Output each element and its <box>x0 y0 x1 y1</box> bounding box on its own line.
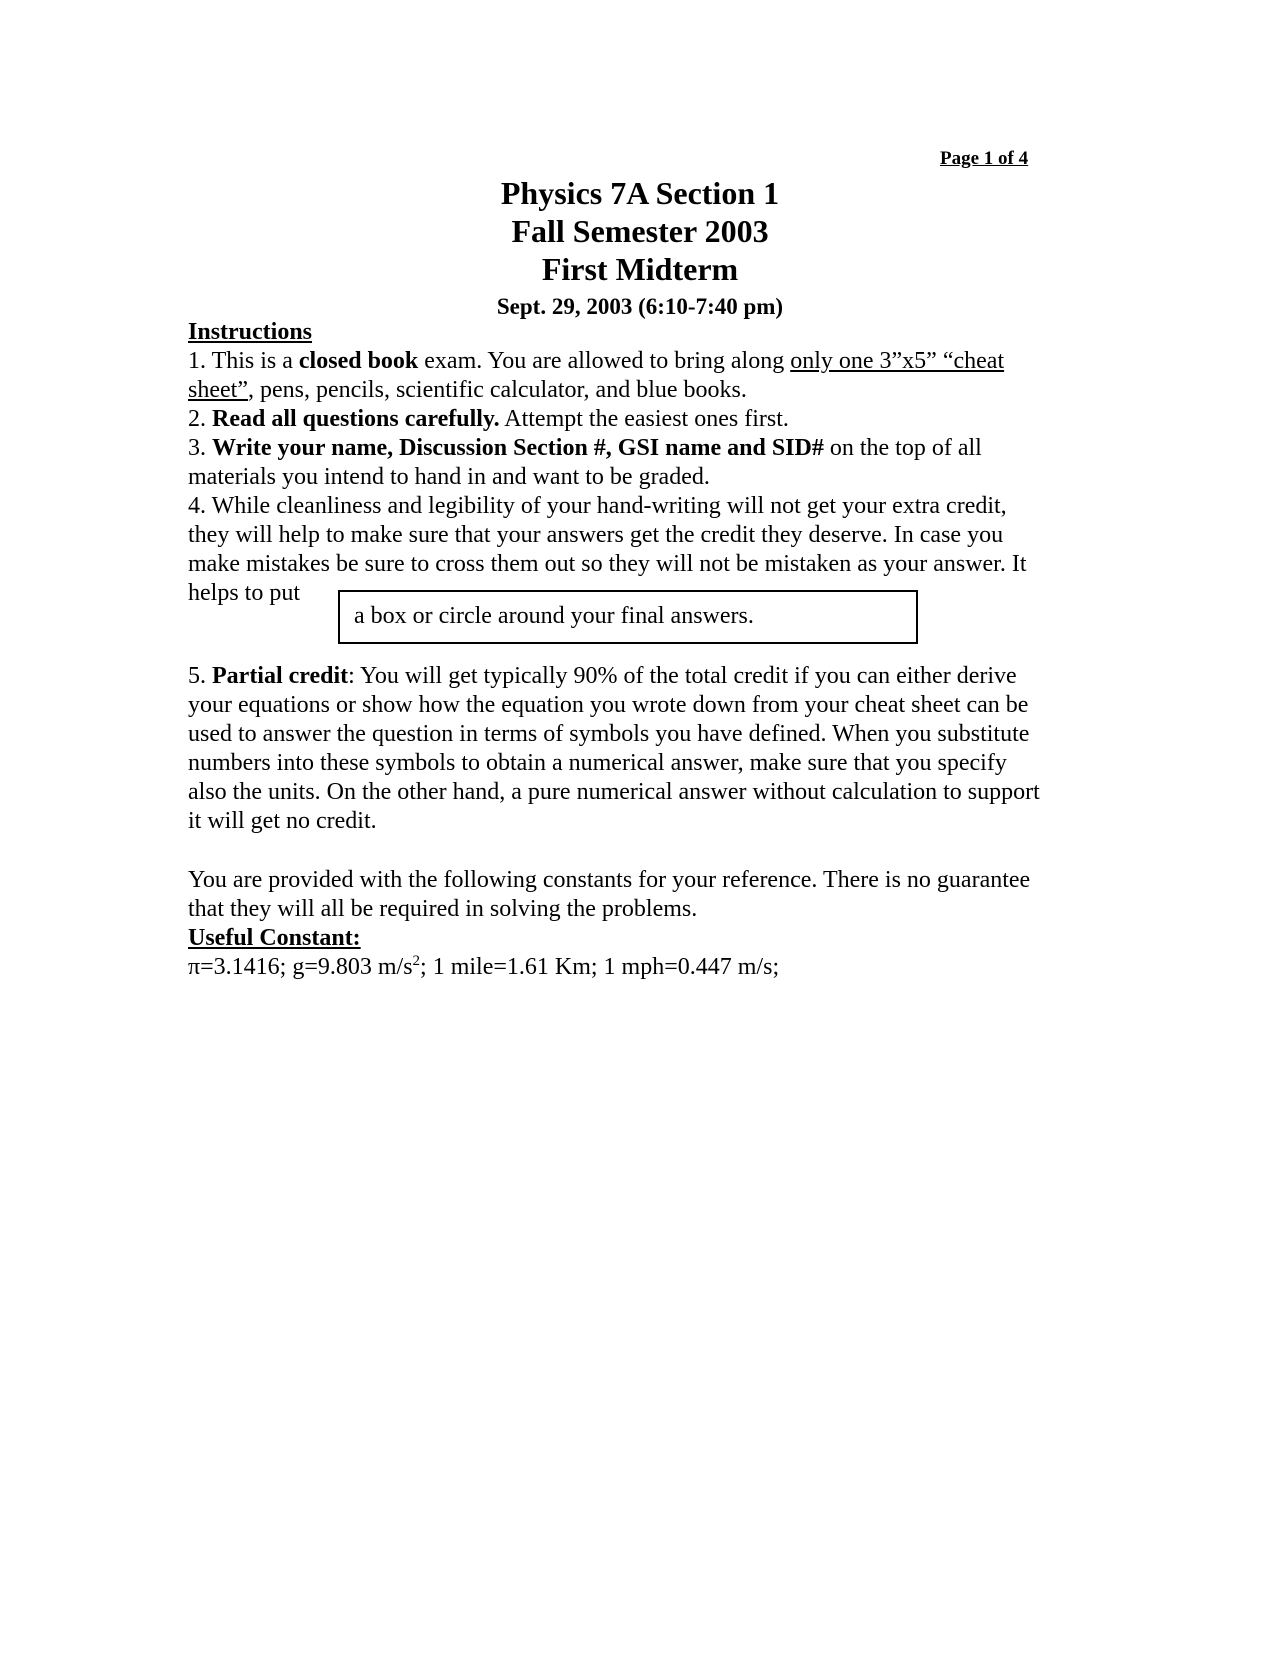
instruction-4-line-1: 4. While cleanliness and legibility of your hand-writing will not get your extra credit, <box>188 493 1007 519</box>
instructions-heading: Instructions <box>188 319 313 345</box>
instruction-5-line-5: also the units. On the other hand, a pure numerical answer without calculation to support <box>188 779 1040 805</box>
exam-name: First Midterm <box>541 251 739 287</box>
instruction-2 <box>188 405 1088 434</box>
instruction-1-bold: closed book <box>298 348 419 374</box>
instruction-3-suffix-a: on the top of all <box>823 435 982 461</box>
instruction-1-mid: exam. You are allowed to bring along <box>418 348 791 374</box>
exam-title-block <box>0 174 1280 322</box>
instruction-2-bold: Read all questions carefully. <box>212 406 500 432</box>
boxed-answer-note: a box or circle around your final answers. <box>338 590 918 644</box>
instruction-5-line-3: used to answer the question in terms of symbols you have defined. When you substitute <box>188 721 1030 747</box>
instruction-3-bold: Write your name, Discussion Section #, GSI name and SID# <box>212 435 824 461</box>
instruction-2-suffix: Attempt the easiest ones first. <box>499 406 789 432</box>
instruction-1-cont <box>188 376 1088 405</box>
instruction-5-line-4: numbers into these symbols to obtain a numerical answer, make sure that you specify <box>188 750 1007 776</box>
instruction-5-bold: Partial credit <box>212 663 349 689</box>
instruction-5-prefix: 5. <box>188 663 212 689</box>
constants-line <box>188 953 1030 982</box>
instructions-section <box>188 318 1088 608</box>
constants-superscript: 2 <box>412 953 421 969</box>
instruction-5-line-1: : You will get typically 90% of the total credit if you can either derive <box>348 663 1017 689</box>
page-number: Page 1 of 4 <box>940 148 1029 169</box>
constants-heading: Useful Constant: <box>188 925 361 951</box>
reference-section <box>188 866 1030 982</box>
instruction-1-suffix: , pens, pencils, scientific calculator, and blue books. <box>247 377 747 403</box>
course-title: Physics 7A Section 1 <box>500 175 780 211</box>
reference-line-1: You are provided with the following constants for your reference. There is no guarantee <box>188 867 1031 893</box>
instruction-1 <box>188 347 1088 376</box>
instruction-5-line-2: your equations or show how the equation you wrote down from your cheat sheet can be <box>188 692 1029 718</box>
instruction-4-line-2: they will help to make sure that your answers get the credit they deserve. In case you <box>188 522 1004 548</box>
semester-title: Fall Semester 2003 <box>511 213 769 249</box>
instruction-4-line-4: helps to put <box>188 580 300 606</box>
instruction-3-prefix: 3. <box>188 435 212 461</box>
instruction-3-cont: materials you intend to hand in and want to be graded. <box>188 464 710 490</box>
constants-b: ; 1 mile=1.61 Km; 1 mph=0.447 m/s; <box>420 954 780 980</box>
instruction-1-underlined-b: sheet” <box>188 377 248 403</box>
instruction-1-underlined-a: only one 3”x5” “cheat <box>790 348 1005 374</box>
instruction-1-prefix: 1. This is a <box>188 348 299 374</box>
instruction-4-line-3: make mistakes be sure to cross them out so they will not be mistaken as your answer. It <box>188 551 1027 577</box>
exam-date: Sept. 29, 2003 (6:10-7:40 pm) <box>496 294 784 319</box>
instruction-5 <box>188 662 1040 836</box>
instruction-5-line-6: it will get no credit. <box>188 808 377 834</box>
instruction-2-prefix: 2. <box>188 406 212 432</box>
constants-a: π=3.1416; g=9.803 m/s <box>188 954 413 980</box>
instruction-3 <box>188 434 1088 463</box>
reference-line-2: that they will all be required in solving the problems. <box>188 896 698 922</box>
